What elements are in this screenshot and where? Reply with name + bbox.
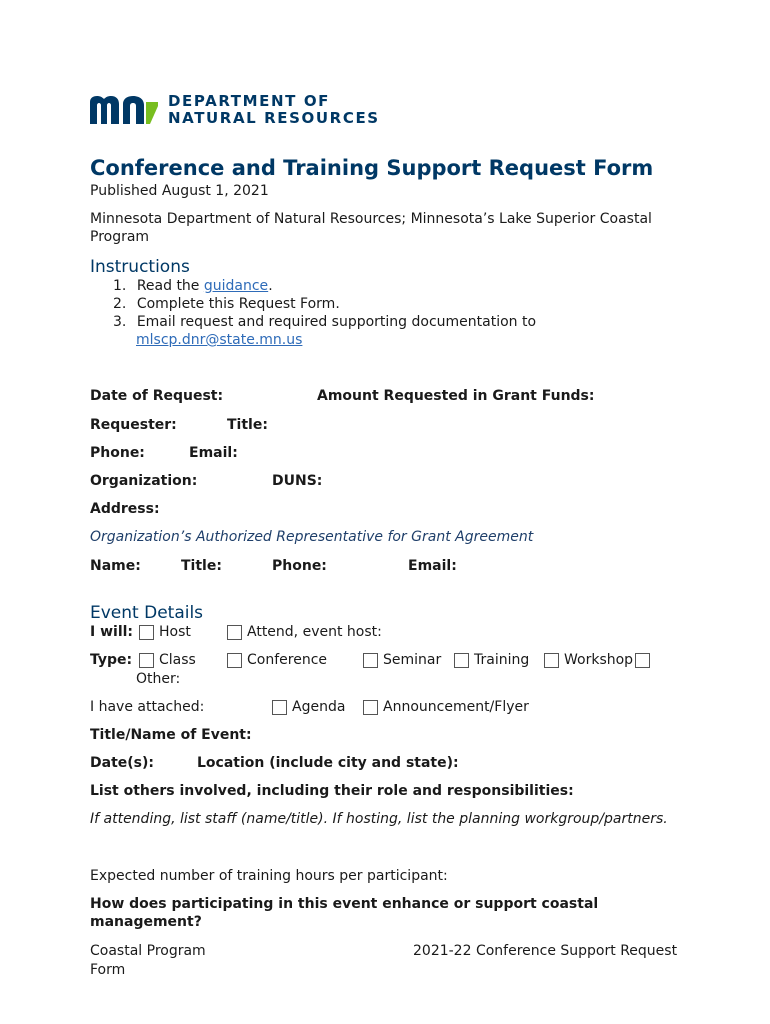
instruction-text-end: . [268, 278, 273, 294]
seminar-label: Seminar [383, 652, 442, 668]
workshop-checkbox[interactable] [544, 653, 559, 668]
list-others-label: List others involved, including their role and responsibilities: [90, 783, 574, 799]
address-label: Address: [90, 501, 160, 517]
phone-label: Phone: [90, 445, 145, 461]
other-checkbox[interactable] [635, 653, 650, 668]
footer-left-line-2: Form [90, 962, 126, 978]
requester-title-label: Title: [227, 417, 268, 433]
instruction-item-2 [113, 296, 340, 312]
rep-phone-label: Phone: [272, 558, 327, 574]
host-checkbox[interactable] [139, 625, 154, 640]
rep-title-label: Title: [181, 558, 222, 574]
list-others-hint: If attending, list staff (name/title). If hosting, list the planning workgroup/partners. [90, 811, 668, 827]
instruction-text: Complete this Request Form. [136, 296, 340, 312]
date-of-request-label: Date of Request: [90, 388, 224, 404]
amount-requested-label: Amount Requested in Grant Funds: [317, 388, 595, 404]
announcement-checkbox[interactable] [363, 700, 378, 715]
published-date: Published August 1, 2021 [90, 183, 269, 199]
seminar-checkbox[interactable] [363, 653, 378, 668]
org-line-2: Program [90, 229, 150, 245]
expected-hours-label: Expected number of training hours per participant: [90, 868, 448, 884]
type-label: Type: [90, 652, 133, 668]
event-title-label: Title/Name of Event: [90, 727, 252, 743]
instruction-item-3 [113, 314, 536, 330]
duns-label: DUNS: [272, 473, 323, 489]
instruction-item-1 [113, 278, 273, 294]
i-will-label: I will: [90, 624, 134, 640]
conference-label: Conference [247, 652, 328, 668]
rep-name-label: Name: [90, 558, 141, 574]
instructions-heading: Instructions [90, 257, 190, 277]
authorized-rep-heading: Organization’s Authorized Representative for Grant Agreement [90, 529, 534, 545]
how-question-line-1: How does participating in this event enhance or support coastal [90, 896, 599, 912]
footer-left-line-1: Coastal Program [90, 943, 206, 959]
how-question-line-2: management? [90, 914, 202, 930]
rep-email-label: Email: [408, 558, 457, 574]
event-details-heading: Event Details [90, 603, 204, 623]
other-label: Other: [136, 671, 181, 687]
workshop-label: Workshop [564, 652, 634, 668]
dates-label: Date(s): [90, 755, 154, 771]
training-checkbox[interactable] [454, 653, 469, 668]
class-label: Class [159, 652, 196, 668]
page-title: Conference and Training Support Request Form [90, 156, 654, 180]
location-label: Location (include city and state): [197, 755, 459, 771]
logo-line-1: DEPARTMENT OF [168, 92, 331, 110]
instruction-num: 1. [113, 278, 127, 294]
guidance-link[interactable]: guidance [203, 278, 269, 294]
instruction-num: 3. [113, 314, 127, 330]
organization-label: Organization: [90, 473, 198, 489]
host-label: Host [159, 624, 191, 640]
attend-label: Attend, event host: [247, 624, 382, 640]
email-label: Email: [189, 445, 238, 461]
requester-label: Requester: [90, 417, 177, 433]
mn-dnr-logo-icon [90, 96, 158, 126]
attached-label: I have attached: [90, 699, 205, 715]
org-line-1: Minnesota Department of Natural Resources; Minnesota’s Lake Superior Coastal [90, 211, 652, 227]
attend-checkbox[interactable] [227, 625, 242, 640]
agenda-label: Agenda [292, 699, 346, 715]
instruction-text: Read the [136, 278, 204, 294]
announcement-label: Announcement/Flyer [383, 699, 529, 715]
conference-checkbox[interactable] [227, 653, 242, 668]
footer-right: 2021-22 Conference Support Request [413, 943, 678, 959]
logo-wordmark [168, 93, 380, 127]
class-checkbox[interactable] [139, 653, 154, 668]
training-label: Training [474, 652, 530, 668]
email-link[interactable]: mlscp.dnr@state.mn.us [136, 332, 303, 348]
instruction-num: 2. [113, 296, 127, 312]
logo-line-2: NATURAL RESOURCES [168, 109, 380, 127]
agenda-checkbox[interactable] [272, 700, 287, 715]
instruction-text: Email request and required supporting documentation to [136, 314, 537, 330]
